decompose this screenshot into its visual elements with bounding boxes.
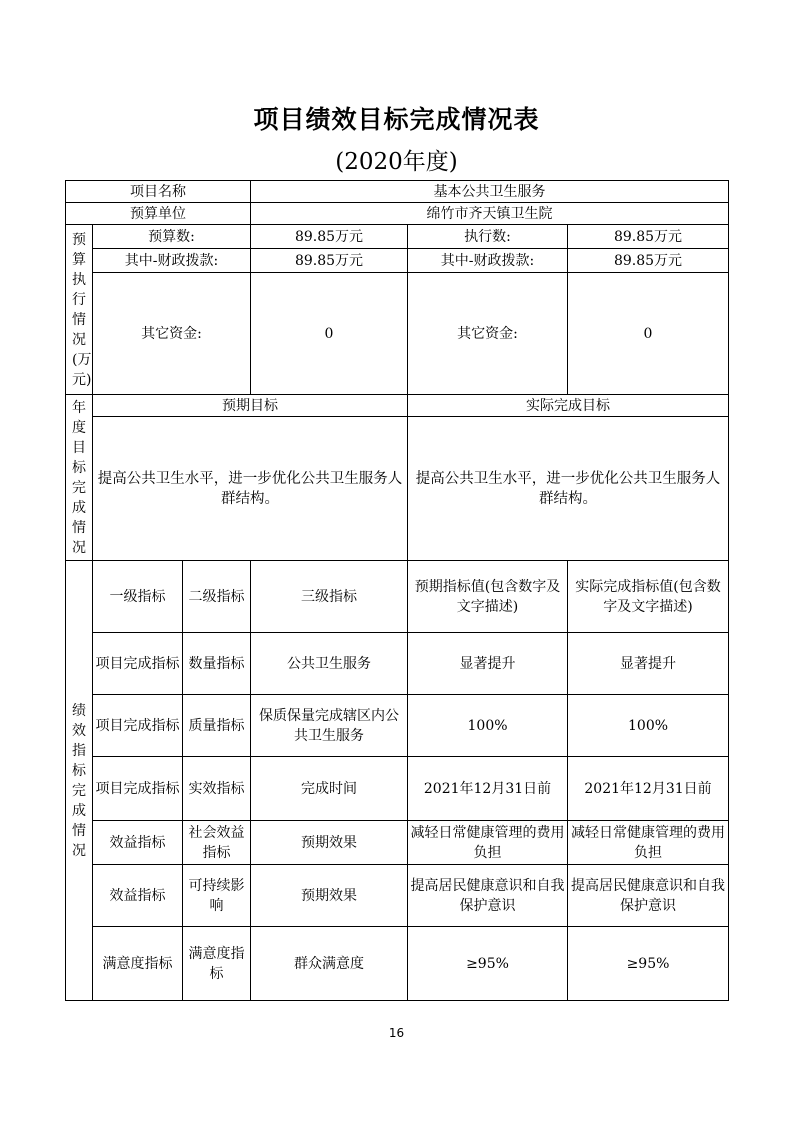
fiscal-budget-value: 89.85万元 <box>251 249 408 273</box>
actual-cell: ≥95% <box>568 927 729 1001</box>
other-exec-value: 0 <box>568 273 729 395</box>
project-name-label: 项目名称 <box>66 181 251 203</box>
level3-cell: 预期效果 <box>251 821 408 865</box>
level1-cell: 效益指标 <box>93 865 183 927</box>
expected-cell: 100% <box>408 695 568 757</box>
level3-cell: 完成时间 <box>251 757 408 821</box>
actual-goal-text: 提高公共卫生水平，进一步优化公共卫生服务人群结构。 <box>408 417 729 561</box>
budget-amount-row <box>66 225 729 249</box>
fiscal-exec-label: 其中-财政拨款: <box>408 249 568 273</box>
level2-cell: 实效指标 <box>183 757 251 821</box>
level3-cell: 预期效果 <box>251 865 408 927</box>
table-row <box>66 695 729 757</box>
budget-unit-row <box>66 203 729 225</box>
level2-cell: 满意度指标 <box>183 927 251 1001</box>
budget-unit-value: 绵竹市齐天镇卫生院 <box>251 203 729 225</box>
level2-cell: 社会效益指标 <box>183 821 251 865</box>
other-budget-value: 0 <box>251 273 408 395</box>
level1-cell: 项目完成指标 <box>93 633 183 695</box>
annual-goal-header-row <box>66 395 729 417</box>
document-subtitle: (2020年度) <box>335 149 458 175</box>
actual-cell: 显著提升 <box>568 633 729 695</box>
header-expected: 预期指标值(包含数字及文字描述) <box>408 561 568 633</box>
fiscal-budget-label: 其中-财政拨款: <box>93 249 251 273</box>
annual-goal-text-row <box>66 417 729 561</box>
annual-goal-section-label: 年度目标完成情况 <box>66 395 93 561</box>
table-row <box>66 757 729 821</box>
level2-cell: 可持续影响 <box>183 865 251 927</box>
expected-goal-text: 提高公共卫生水平，进一步优化公共卫生服务人群结构。 <box>93 417 408 561</box>
level2-cell: 数量指标 <box>183 633 251 695</box>
level2-cell: 质量指标 <box>183 695 251 757</box>
exec-amount-label: 执行数: <box>408 225 568 249</box>
level1-cell: 项目完成指标 <box>93 695 183 757</box>
document-title: 项目绩效目标完成情况表 <box>253 105 540 134</box>
level3-cell: 公共卫生服务 <box>251 633 408 695</box>
expected-cell: 减轻日常健康管理的费用负担 <box>408 821 568 865</box>
fiscal-row <box>66 249 729 273</box>
table-row <box>66 927 729 1001</box>
actual-cell: 2021年12月31日前 <box>568 757 729 821</box>
level3-cell: 保质保量完成辖区内公共卫生服务 <box>251 695 408 757</box>
fiscal-exec-value: 89.85万元 <box>568 249 729 273</box>
other-budget-label: 其它资金: <box>93 273 251 395</box>
budget-amount-value: 89.85万元 <box>251 225 408 249</box>
budget-amount-label: 预算数: <box>93 225 251 249</box>
exec-amount-value: 89.85万元 <box>568 225 729 249</box>
level1-cell: 满意度指标 <box>93 927 183 1001</box>
actual-cell: 减轻日常健康管理的费用负担 <box>568 821 729 865</box>
table-row <box>66 821 729 865</box>
project-name-row <box>66 181 729 203</box>
level1-cell: 效益指标 <box>93 821 183 865</box>
level3-cell: 群众满意度 <box>251 927 408 1001</box>
budget-section-label: 预算执行情况(万元) <box>66 225 93 395</box>
other-funds-row <box>66 273 729 395</box>
actual-cell: 100% <box>568 695 729 757</box>
other-exec-label: 其它资金: <box>408 273 568 395</box>
expected-cell: ≥95% <box>408 927 568 1001</box>
header-actual: 实际完成指标值(包含数字及文字描述) <box>568 561 729 633</box>
performance-table <box>65 180 729 1001</box>
expected-cell: 显著提升 <box>408 633 568 695</box>
performance-section-label: 绩效指标完成情况 <box>66 561 93 1001</box>
expected-cell: 提高居民健康意识和自我保护意识 <box>408 865 568 927</box>
header-level3: 三级指标 <box>251 561 408 633</box>
level1-cell: 项目完成指标 <box>93 757 183 821</box>
actual-goal-header: 实际完成目标 <box>408 395 729 417</box>
expected-cell: 2021年12月31日前 <box>408 757 568 821</box>
page-number: 16 <box>388 1026 405 1040</box>
table-row <box>66 633 729 695</box>
indicator-header-row <box>66 561 729 633</box>
actual-cell: 提高居民健康意识和自我保护意识 <box>568 865 729 927</box>
project-name-value: 基本公共卫生服务 <box>251 181 729 203</box>
budget-unit-label: 预算单位 <box>66 203 251 225</box>
table-row <box>66 865 729 927</box>
header-level2: 二级指标 <box>183 561 251 633</box>
expected-goal-header: 预期目标 <box>93 395 408 417</box>
header-level1: 一级指标 <box>93 561 183 633</box>
